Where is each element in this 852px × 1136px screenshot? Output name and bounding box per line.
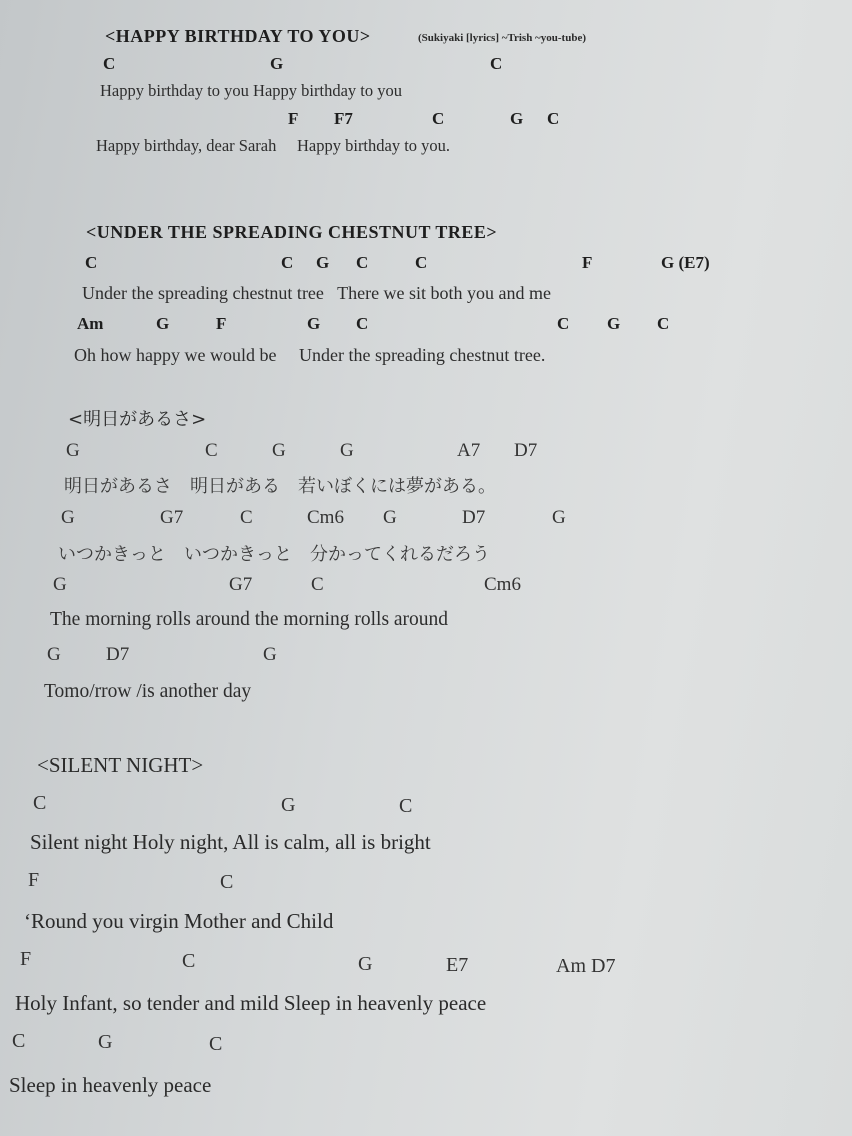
chord: G	[607, 314, 621, 333]
chord: Am D7	[556, 955, 616, 977]
lyric-line: 明日があるさ 明日がある 若いぼくには夢がある。	[64, 476, 496, 497]
chord: G	[358, 953, 373, 975]
lyric-line: The morning rolls around the morning rolls around	[50, 609, 449, 630]
chord: A7	[457, 440, 481, 461]
song-title-chestnut-tree: <UNDER THE SPREADING CHESTNUT TREE>	[86, 222, 498, 242]
chord: C	[220, 871, 234, 893]
chord: G7	[229, 574, 253, 595]
lyric-line: Happy birthday, dear Sarah Happy birthday to you.	[96, 136, 451, 155]
chord: E7	[446, 954, 469, 976]
lyric-line: Happy birthday to you Happy birthday to you	[100, 81, 402, 100]
lyric-line: Oh how happy we would be Under the spreading chestnut tree.	[74, 345, 546, 365]
lyric-line: ‘Round you virgin Mother and Child	[24, 909, 334, 933]
chord: D7	[514, 440, 538, 461]
chord: G	[552, 507, 566, 528]
chord: C	[415, 253, 428, 272]
chord: C	[12, 1030, 26, 1052]
lyric-line: Under the spreading chestnut tree There we sit both you and me	[82, 283, 552, 303]
chord: G	[510, 109, 524, 128]
chord: C	[657, 314, 670, 333]
chord: F7	[334, 109, 353, 128]
chord: C	[182, 950, 196, 972]
song-title-ashita-ga-aru-sa: <明日があるさ>	[68, 409, 207, 430]
chord: G7	[160, 507, 184, 528]
chord: C	[311, 574, 324, 595]
lyric-line: いつかきっと いつかきっと 分かってくれるだろう	[58, 544, 490, 565]
lyric-line: Tomo/rrow /is another day	[44, 681, 252, 702]
chord: F	[216, 314, 227, 333]
lyric-line: Sleep in heavenly peace	[9, 1073, 212, 1097]
chord: C	[103, 54, 116, 73]
chord: C	[490, 54, 503, 73]
chord: C	[399, 795, 413, 817]
chord: G	[61, 507, 75, 528]
chord: Cm6	[484, 574, 521, 595]
chord: G	[307, 314, 321, 333]
chord: F	[582, 253, 593, 272]
chord: C	[205, 440, 218, 461]
chord: D7	[462, 507, 486, 528]
chord: C	[85, 253, 98, 272]
lyric-line: Silent night Holy night, All is calm, all is bright	[30, 830, 431, 854]
song-title-silent-night: <SILENT NIGHT>	[37, 753, 204, 777]
chord: F	[20, 948, 32, 970]
chord: C	[33, 792, 47, 814]
chord: G	[156, 314, 170, 333]
chord: F	[288, 109, 299, 128]
chord: C	[356, 253, 369, 272]
chord: G	[270, 54, 284, 73]
chord: C	[557, 314, 570, 333]
chord: G	[263, 644, 277, 665]
chord: G (E7)	[661, 253, 710, 272]
chord: G	[272, 440, 286, 461]
song-title-happy-birthday: <HAPPY BIRTHDAY TO YOU>	[105, 26, 371, 46]
chord: G	[281, 794, 296, 816]
chord: C	[240, 507, 253, 528]
chord: G	[47, 644, 61, 665]
chord: G	[98, 1031, 113, 1053]
chord: G	[340, 440, 354, 461]
chord: F	[28, 869, 40, 891]
chord: C	[547, 109, 560, 128]
song-source-note: (Sukiyaki [lyrics] ~Trish ~you-tube)	[418, 32, 587, 44]
lyric-line: Holy Infant, so tender and mild Sleep in heavenly peace	[15, 991, 487, 1015]
chord: G	[383, 507, 397, 528]
chord: C	[209, 1033, 223, 1055]
chord: C	[432, 109, 445, 128]
chord: Cm6	[307, 507, 344, 528]
chord: G	[66, 440, 80, 461]
chord: G	[316, 253, 330, 272]
chord: C	[356, 314, 369, 333]
chord: D7	[106, 644, 130, 665]
chord: Am	[77, 314, 104, 333]
chord: G	[53, 574, 67, 595]
chord: C	[281, 253, 294, 272]
